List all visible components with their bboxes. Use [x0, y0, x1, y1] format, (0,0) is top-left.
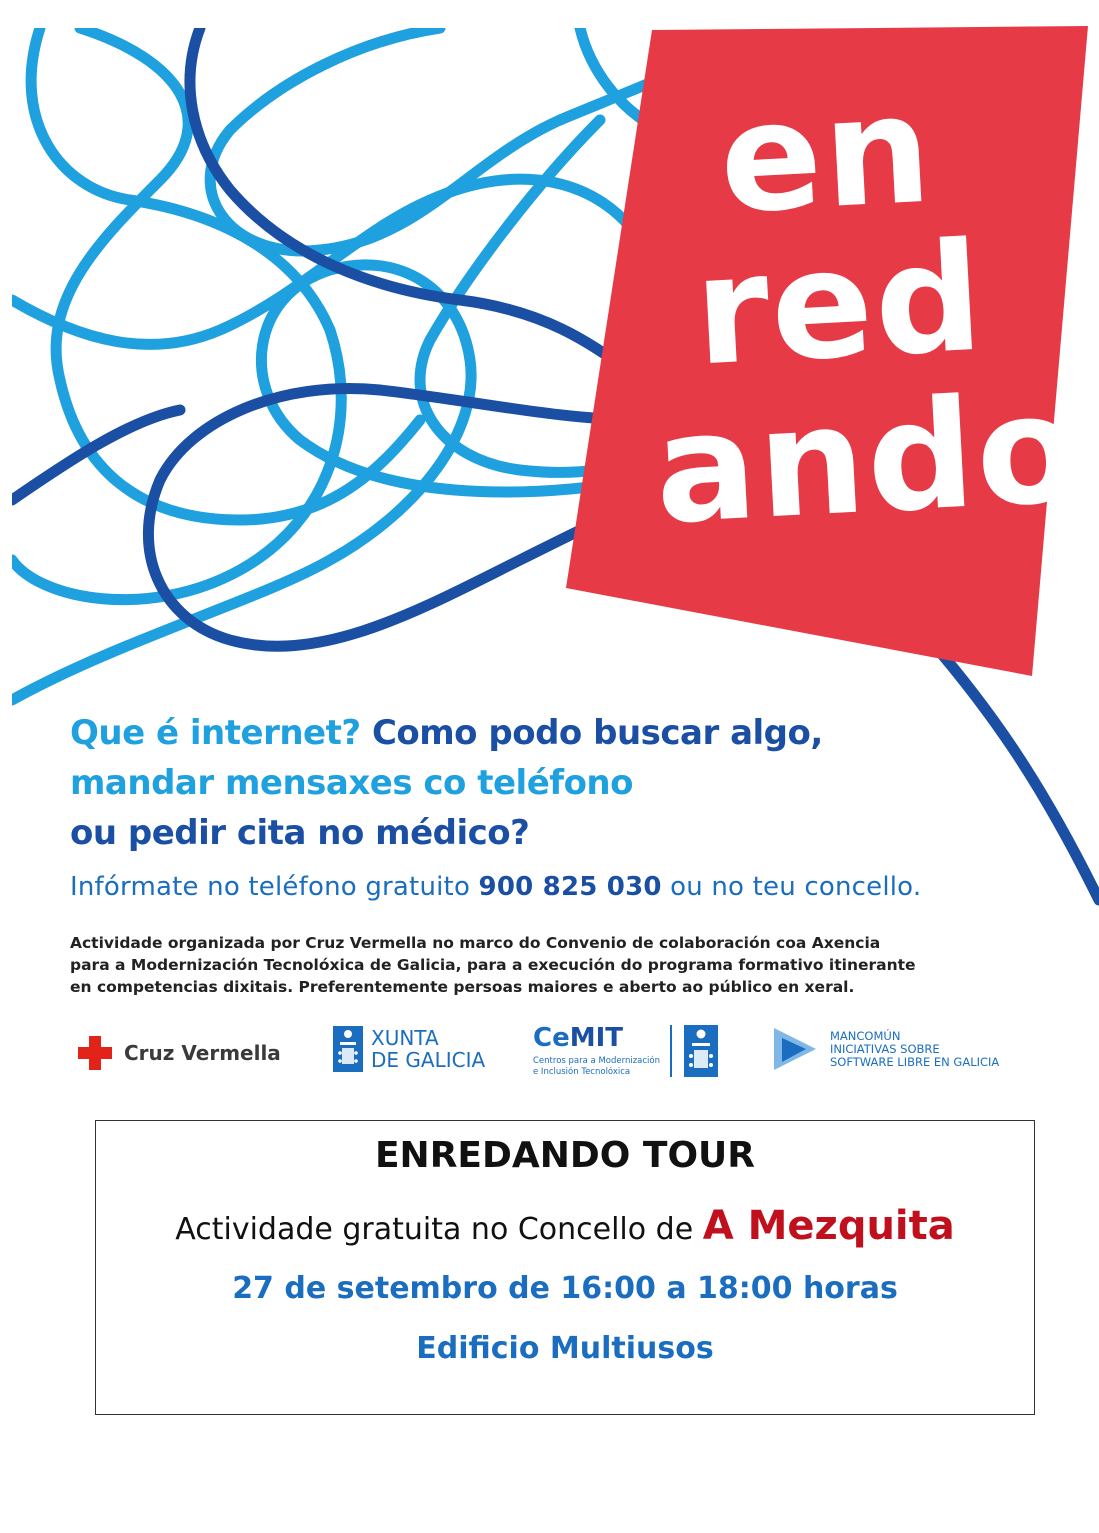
- event-venue: Edificio Multiusos: [416, 1331, 714, 1366]
- mancomun-line-3: SOFTWARE LIBRE EN GALICIA: [830, 1054, 1000, 1069]
- info-after: ou no teu concello.: [670, 872, 922, 902]
- organizer-note: [70, 932, 970, 998]
- red-cross-icon: [76, 1034, 114, 1072]
- cemit-sub-1: Centros para a Modernización: [533, 1056, 660, 1066]
- free-phone-number: 900 825 030: [478, 872, 662, 902]
- headline-question: [70, 708, 970, 858]
- event-details-box: [95, 1120, 1035, 1415]
- galicia-shield-icon: [333, 1026, 363, 1072]
- xunta-line-1: XUNTA: [371, 1026, 439, 1050]
- xunta-line-2: DE GALICIA: [371, 1048, 486, 1072]
- cemit-title-mit: MIT: [569, 1023, 624, 1053]
- info-before: Infórmate no teléfono gratuito: [70, 872, 471, 902]
- logo-word-red: red: [690, 210, 989, 400]
- cemit-sub-2: e Inclusión Tecnolóxica: [533, 1067, 631, 1077]
- organizer-note-line: en competencias dixitais. Preferentemente persoas maiores e aberto ao público en xeral.: [70, 978, 855, 996]
- mancomun-logo: [772, 1024, 999, 1074]
- logo-word-en: en: [715, 62, 937, 248]
- question-part-1: Que é internet?: [70, 713, 361, 753]
- event-activity-text: Actividade gratuita no Concello de: [175, 1212, 694, 1247]
- cemit-title: [533, 1024, 660, 1052]
- event-date: 27 de setembro de 16:00 a 18:00 horas: [232, 1271, 898, 1306]
- event-activity-line: [96, 1203, 1034, 1249]
- cemit-title-ce: Ce: [533, 1023, 570, 1053]
- enredando-logo: [560, 30, 1090, 590]
- mancomun-line-1: MANCOMÚN: [830, 1028, 901, 1043]
- cruz-vermella-name: Cruz Vermella: [124, 1041, 281, 1065]
- cruz-vermella-logo: [76, 1034, 281, 1072]
- cemit-divider: [670, 1025, 672, 1077]
- question-line-2: mandar mensaxes co teléfono: [70, 763, 633, 803]
- question-line-3: ou pedir cita no médico?: [70, 813, 530, 853]
- cemit-logo: [533, 1024, 718, 1078]
- play-triangle-icon: [772, 1024, 818, 1074]
- xunta-galicia-logo: [333, 1026, 485, 1072]
- mancomun-line-2: INICIATIVAS SOBRE: [830, 1041, 940, 1056]
- event-title: ENREDANDO TOUR: [374, 1135, 756, 1176]
- event-place: A Mezquita: [702, 1203, 955, 1249]
- sponsor-logos: [70, 1020, 1030, 1090]
- question-line-1: [70, 708, 970, 758]
- organizer-note-line: Actividade organizada por Cruz Vermella no marco do Convenio de colaboración coa Axencia: [70, 934, 881, 952]
- logo-word-ando: ando: [650, 361, 1086, 559]
- question-part-2: Como podo buscar algo,: [371, 713, 823, 753]
- info-line: [70, 872, 1050, 902]
- organizer-note-line: para a Modernización Tecnolóxica de Galicia, para a execución do programa formativo itinerante: [70, 956, 916, 974]
- galicia-shield-icon: [684, 1025, 718, 1077]
